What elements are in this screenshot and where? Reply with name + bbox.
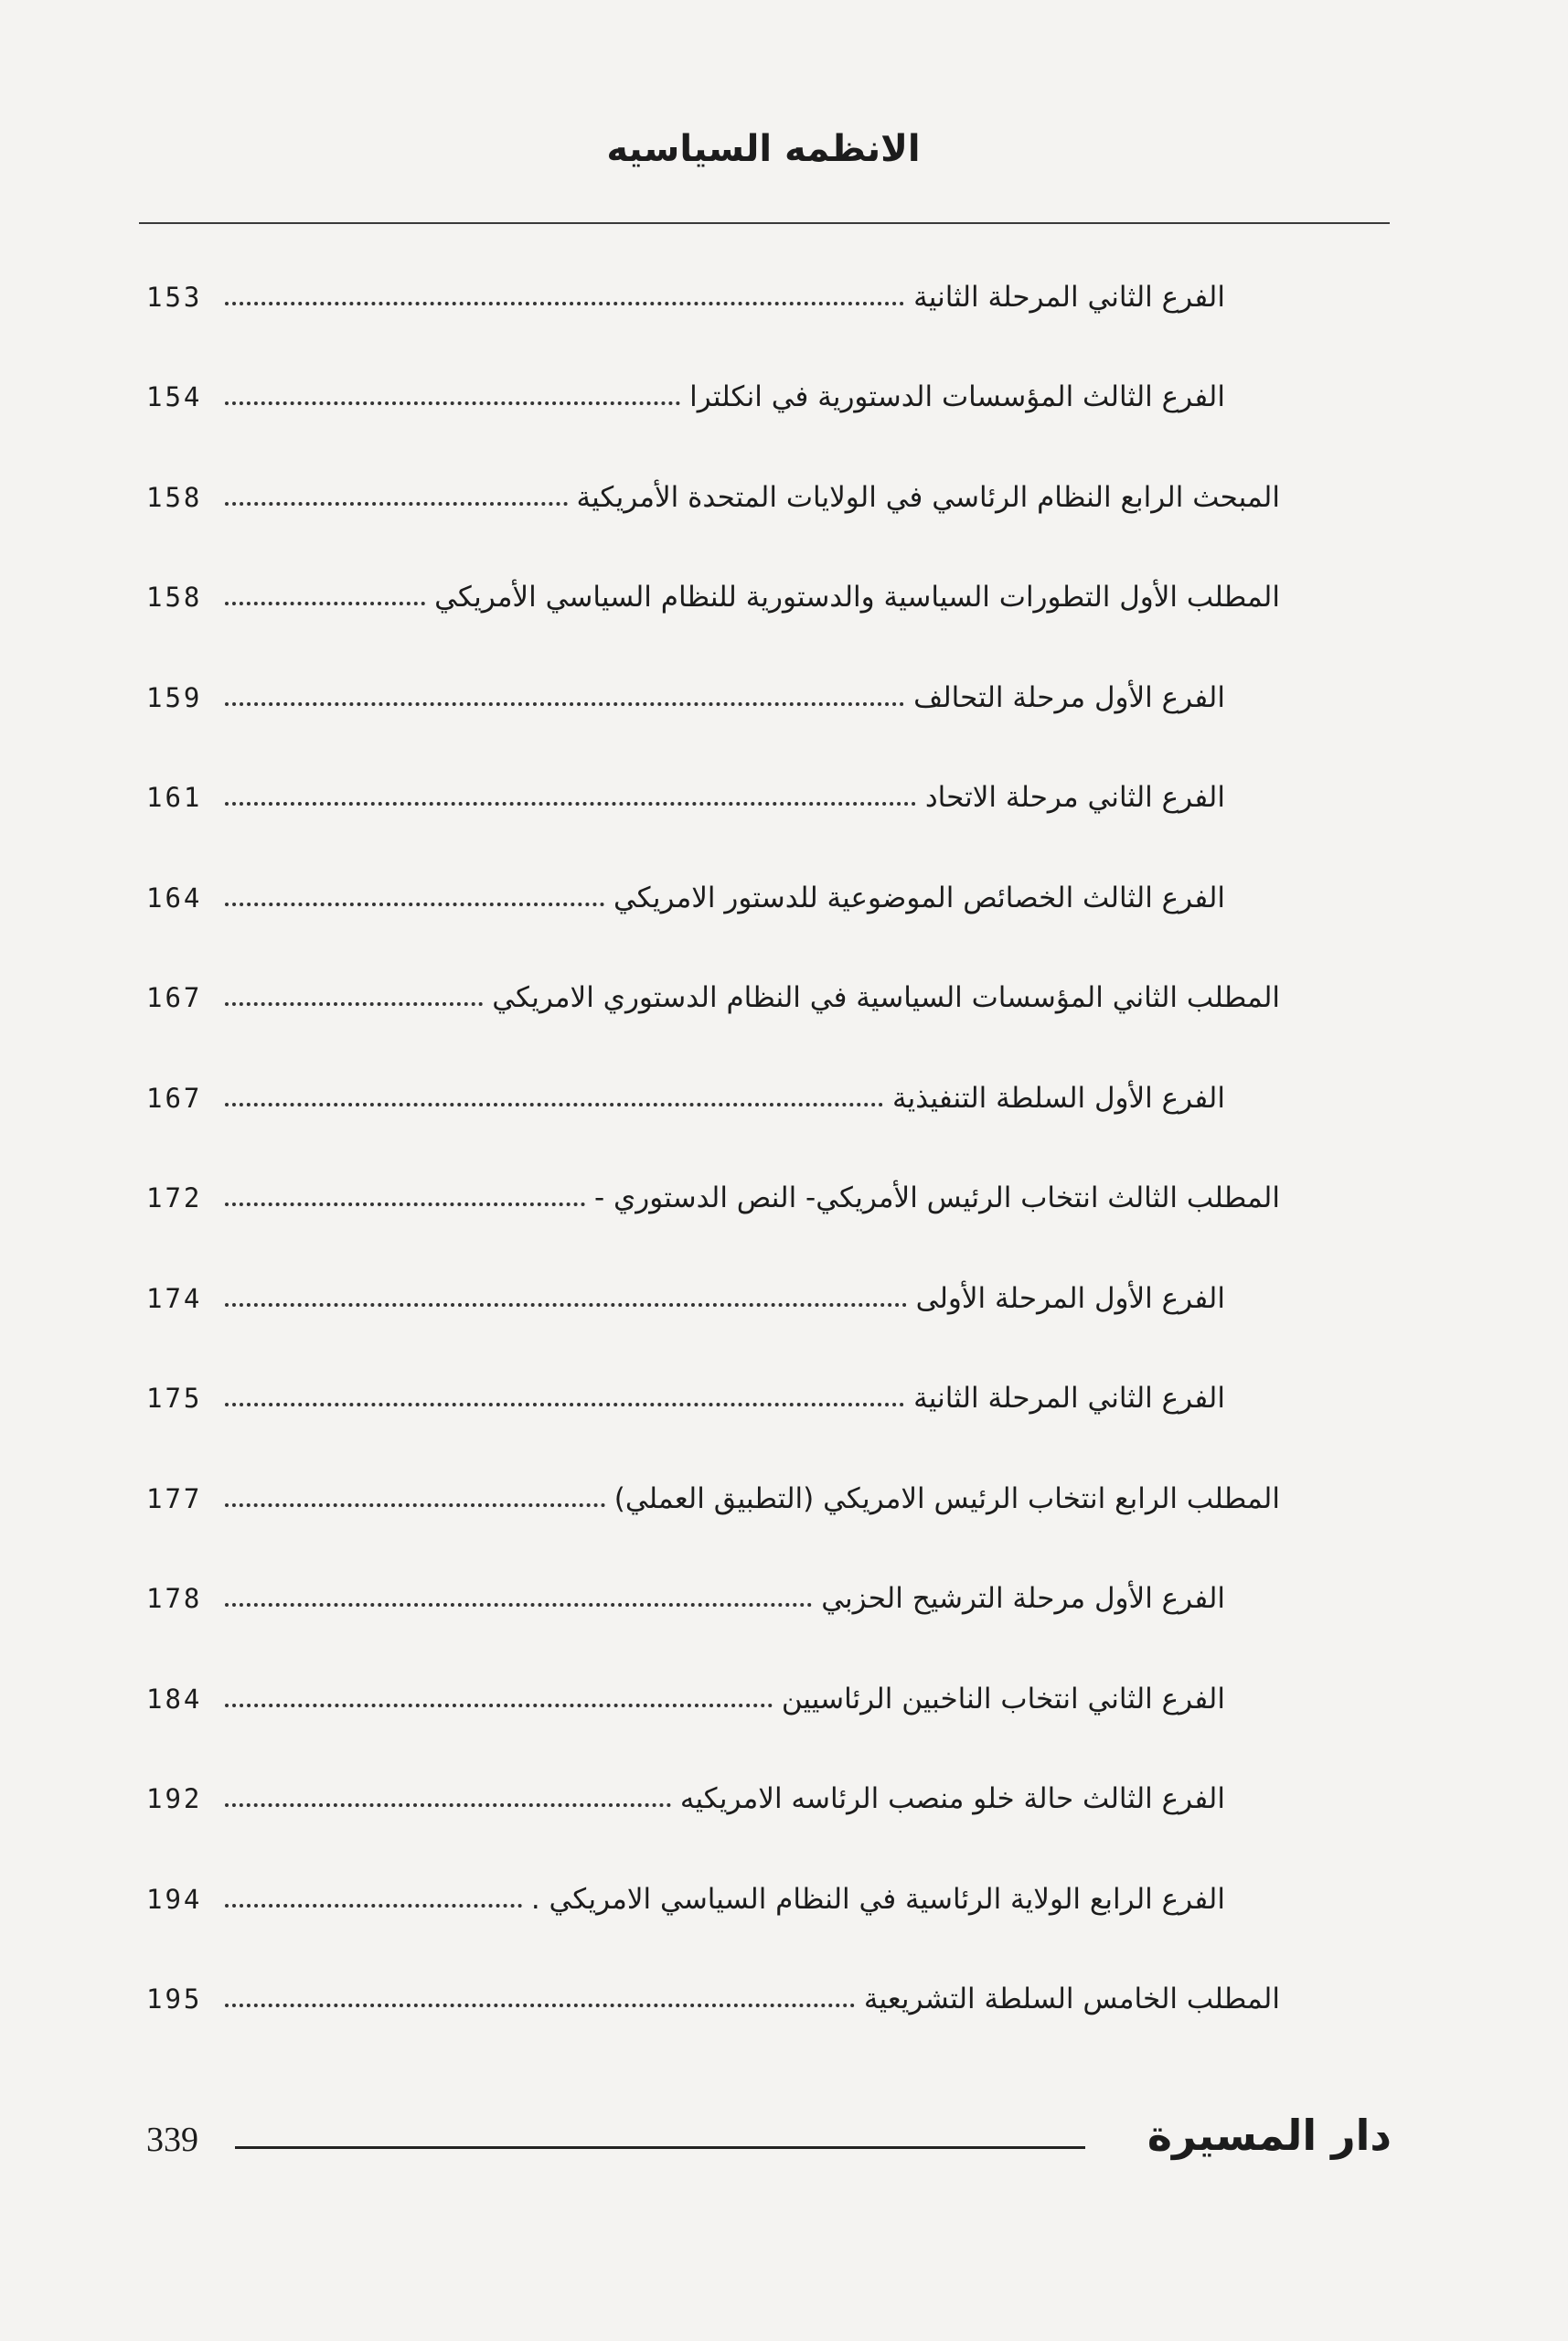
dot-leader: [225, 903, 604, 906]
dot-leader: [225, 1303, 907, 1307]
toc-entry: [146, 548, 1280, 648]
dot-leader: [225, 602, 425, 605]
toc-page-number: 167: [146, 1082, 203, 1114]
toc-page-number: 184: [146, 1683, 203, 1715]
dot-leader: [225, 1503, 605, 1507]
toc-entry: [146, 247, 1280, 347]
toc-entry: [146, 1248, 1280, 1349]
toc-title: الفرع الثالث المؤسسات الدستورية في انكلترا: [689, 380, 1225, 414]
toc-title: الفرع الثاني المرحلة الثانية: [913, 280, 1225, 314]
dot-leader: [225, 1002, 483, 1006]
toc-entry: [146, 1950, 1280, 2050]
toc-page-number: 177: [146, 1482, 203, 1514]
header-rule: [139, 222, 1390, 224]
toc-title: المطلب الرابع انتخاب الرئيس الامريكي (التطبيق العملي): [613, 1481, 1280, 1515]
toc-title: المطلب الثالث انتخاب الرئيس الأمريكي- النص الدستوري -: [594, 1181, 1280, 1215]
toc-page-number: 158: [146, 481, 203, 513]
toc-entry: [146, 1149, 1280, 1249]
toc-page-number: 178: [146, 1583, 203, 1615]
running-title: الانظمه السياسيه: [606, 128, 921, 170]
toc-page-number: 153: [146, 281, 203, 313]
table-of-contents: [146, 247, 1280, 2049]
toc-title: المبحث الرابع النظام الرئاسي في الولايات المتحدة الأمريكية: [576, 480, 1280, 514]
publisher-logo: دار المسيرة: [1147, 2111, 1392, 2160]
toc-page-number: 164: [146, 882, 203, 914]
toc-entry: [146, 848, 1280, 948]
dot-leader: [225, 502, 568, 506]
dot-leader: [225, 1103, 883, 1106]
page-number: 339: [146, 2121, 198, 2159]
dot-leader: [225, 2004, 855, 2007]
toc-title: الفرع الأول مرحلة الترشيح الحزبي: [821, 1582, 1225, 1616]
dot-leader: [225, 1403, 904, 1406]
toc-page-number: 174: [146, 1282, 203, 1314]
dot-leader: [225, 1203, 585, 1206]
toc-entry: [146, 347, 1280, 448]
toc-page-number: 167: [146, 982, 203, 1014]
toc-page-number: 194: [146, 1883, 203, 1915]
toc-title: الفرع الثاني انتخاب الناخبين الرئاسيين: [781, 1682, 1225, 1716]
toc-title: الفرع الأول مرحلة التحالف: [913, 680, 1225, 714]
toc-page-number: 175: [146, 1383, 203, 1415]
dot-leader: [225, 802, 916, 806]
toc-page-number: 192: [146, 1783, 203, 1815]
toc-entry: [146, 1849, 1280, 1950]
toc-entry: [146, 447, 1280, 548]
toc-title: الفرع الأول المرحلة الأولى: [915, 1281, 1225, 1315]
toc-entry: [146, 1649, 1280, 1749]
toc-title: الفرع الثاني المرحلة الثانية: [913, 1382, 1225, 1416]
toc-title: الفرع الثالث حالة خلو منصب الرئاسه الامريكيه: [679, 1782, 1225, 1816]
toc-page-number: 154: [146, 381, 203, 413]
dot-leader: [225, 1803, 671, 1807]
toc-entry: [146, 1349, 1280, 1449]
toc-page-number: 195: [146, 1983, 203, 2015]
toc-title: الفرع الثالث الخصائص الموضوعية للدستور الامريكي: [613, 881, 1225, 914]
toc-page-number: 158: [146, 582, 203, 614]
toc-entry: [146, 748, 1280, 849]
dot-leader: [225, 1603, 812, 1607]
toc-title: المطلب الأول التطورات السياسية والدستورية للنظام السياسي الأمريكي: [434, 581, 1280, 615]
toc-title: الفرع الأول السلطة التنفيذية: [891, 1081, 1225, 1115]
footer-rule: [235, 2146, 1085, 2149]
toc-page-number: 161: [146, 782, 203, 814]
toc-page-number: 159: [146, 681, 203, 713]
dot-leader: [225, 1704, 773, 1707]
toc-title: الفرع الرابع الولاية الرئاسية في النظام السياسي الامريكي .: [530, 1882, 1225, 1916]
dot-leader: [225, 401, 680, 405]
toc-entry: [146, 647, 1280, 748]
dot-leader: [225, 702, 904, 706]
toc-title: الفرع الثاني مرحلة الاتحاد: [924, 781, 1225, 815]
toc-entry: [146, 1448, 1280, 1549]
toc-page-number: 172: [146, 1182, 203, 1214]
dot-leader: [225, 1904, 522, 1908]
toc-entry: [146, 1749, 1280, 1850]
toc-title: المطلب الثاني المؤسسات السياسية في النظام الدستوري الامريكي: [492, 981, 1280, 1015]
toc-entry: [146, 948, 1280, 1049]
toc-entry: [146, 1048, 1280, 1149]
toc-title: المطلب الخامس السلطة التشريعية: [863, 1983, 1280, 2016]
toc-entry: [146, 1549, 1280, 1650]
dot-leader: [225, 302, 904, 305]
